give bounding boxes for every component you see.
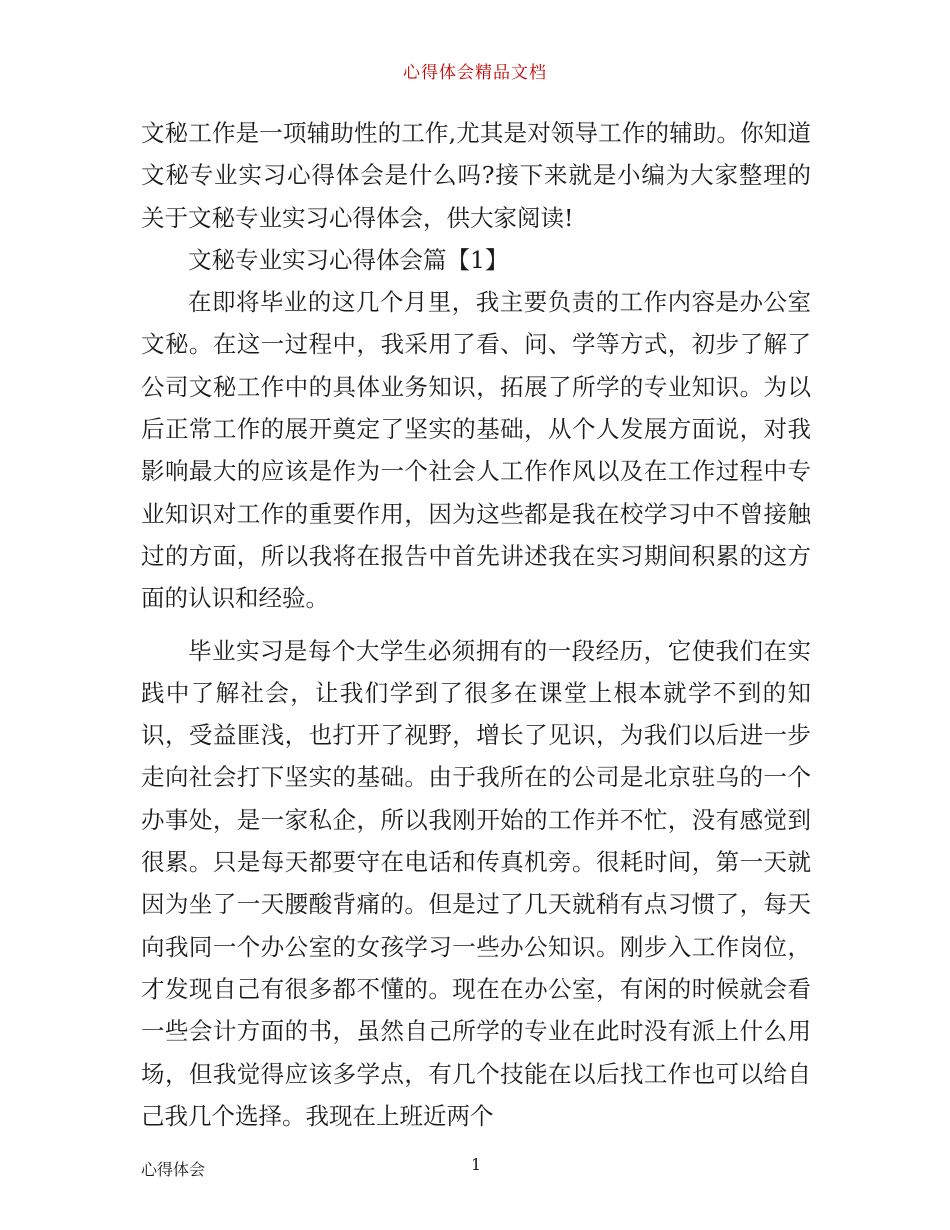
intro-paragraph: 文秘工作是一项辅助性的工作,尤其是对领导工作的辅助。你知道文秘专业实习心得体会是什么吗?接下来就是小编为大家整理的关于文秘专业实习心得体会，供大家阅读! (141, 119, 811, 232)
body-paragraph-1: 在即将毕业的这几个月里，我主要负责的工作内容是办公室文秘。在这一过程中，我采用了看、问、学等方式，初步了解了公司文秘工作中的具体业务知识，拓展了所学的专业知识。为以后正常工作的展开奠定了坚实的基础，从个人发展方面说，对我影响最大的应该是作为一个社会人工作作风以及在工作过程中专业知识对工作的重要作用，因为这些都是我在校学习中不曾接触过的方面，所以我将在报告中首先讲述我在实习期间积累的这方面的认识和经验。 (141, 288, 811, 613)
body-paragraph-2: 毕业实习是每个大学生必须拥有的一段经历，它使我们在实践中了解社会，让我们学到了很多在课堂上根本就学不到的知识，受益匪浅，也打开了视野，增长了见识，为我们以后进一步走向社会打下坚实的基础。由于我所在的公司是北京驻乌的一个办事处，是一家私企，所以我刚开始的工作并不忙，没有感觉到很累。只是每天都要守在电话和传真机旁。很耗时间，第一天就因为坐了一天腰酸背痛的。但是过了几天就稍有点习惯了，每天向我同一个办公室的女孩学习一些办公知识。刚步入工作岗位，才发现自己有很多都不懂的。现在在办公室，有闲的时候就会看一些会计方面的书，虽然自己所学的专业在此时没有派上什么用场，但我觉得应该多学点，有几个技能在以后找工作也可以给自己我几个选择。我现在上班近两个 (141, 636, 811, 1130)
page-number: 1 (471, 1155, 482, 1174)
footer-label: 心得体会 (141, 1160, 206, 1179)
document-header-title: 心得体会精品文档 (403, 63, 547, 83)
document-body (141, 112, 811, 1137)
section-title: 文秘专业实习心得体会篇【1】 (188, 245, 509, 274)
